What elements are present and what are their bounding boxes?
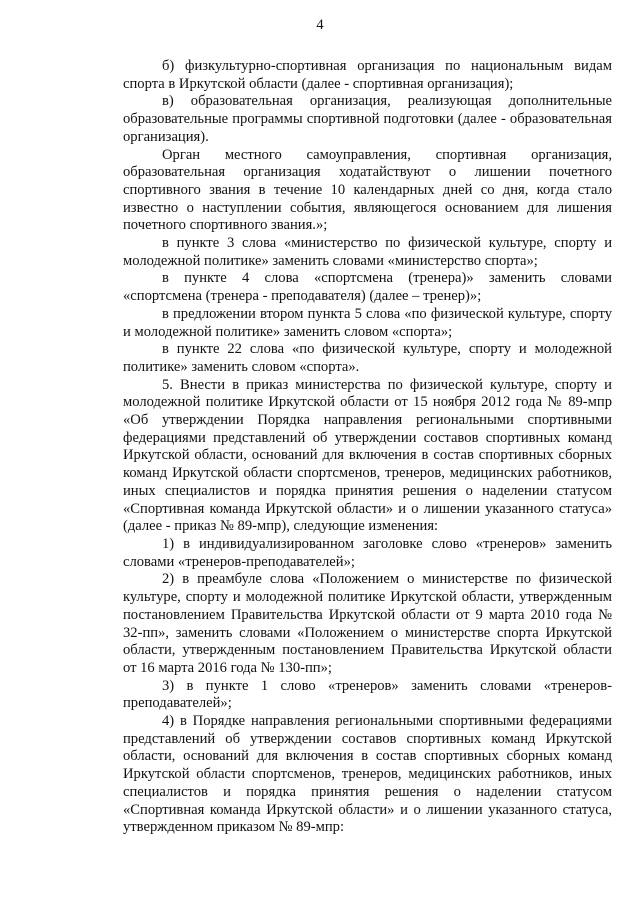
paragraph-item-5-change: в предложении втором пункта 5 слова «по физической культуре, спорту и молодежной политике» заменить словом «спорта»; (123, 305, 612, 340)
document-body (123, 58, 612, 837)
paragraph-petition-term: Орган местного самоуправления, спортивная организация, образовательная организация ходатайствуют о лишении почетного спортивного звания в течение 10 календарных дней со дня, когда стало известно о наступлении события, являющегося основанием для лишения почетного спортивного звания.»; (123, 146, 612, 234)
paragraph-change-3: 3) в пункте 1 слово «тренеров» заменить словами «тренеров-преподавателей»; (123, 677, 612, 712)
page-number: 4 (316, 17, 324, 33)
paragraph-change-4: 4) в Порядке направления региональными спортивными федерациями представлений об утверждении составов спортивных команд Иркутской области, оснований для включения в состав спортивных сборных команд Иркутской области спортсменов, тренеров, медицинских работников, иных специалистов и порядка принятия решения о наделении статусом «Спортивная команда Иркутской области» и о лишении указанного статуса, утвержденном приказом № 89-мпр: (123, 713, 612, 836)
paragraph-section-5: 5. Внести в приказ министерства по физической культуре, спорту и молодежной политике Иркутской области от 15 ноября 2012 года № 89-мпр «Об утверждении Порядка направления региональными спортивными федерациями представлений об утверждении составов спортивных команд Иркутской области, оснований для включения в состав спортивных сборных команд Иркутской области спортсменов, тренеров, медицинских работников, иных специалистов и порядка принятия решения о наделении статусом «Спортивная команда Иркутской области» и о лишении указанного статуса» (далее - приказ № 89-мпр), следующие изменения: (123, 376, 612, 535)
paragraph-subitem-b: б) физкультурно-спортивная организация по национальным видам спорта в Иркутской области (далее - спортивная организация); (123, 58, 612, 92)
paragraph-item-22-change: в пункте 22 слова «по физической культуре, спорту и молодежной политике» заменить словом «спорта». (123, 341, 612, 375)
paragraph-item-4-change: в пункте 4 слова «спортсмена (тренера)» заменить словами «спортсмена (тренера - преподавателя) (далее – тренер)»; (123, 270, 612, 305)
paragraph-subitem-v: в) образовательная организация, реализующая дополнительные образовательные программы спортивной подготовки (далее - образовательная организация). (123, 93, 612, 145)
paragraph-item-3-change: в пункте 3 слова «министерство по физической культуре, спорту и молодежной политике» заменить словами «министерство спорта»; (123, 235, 612, 269)
paragraph-change-2: 2) в преамбуле слова «Положением о министерстве по физической культуре, спорту и молодежной политике Иркутской области, утвержденным постановлением Правительства Иркутской области от 9 марта 2010 года № 32-пп», заменить словами «Положением о министерстве спорта Иркутской области, утвержденным постановлением Правительства Иркутской области от 16 марта 2016 года № 130-пп»; (123, 571, 612, 676)
paragraph-change-1: 1) в индивидуализированном заголовке слово «тренеров» заменить словами «тренеров-преподавателей»; (123, 535, 612, 570)
